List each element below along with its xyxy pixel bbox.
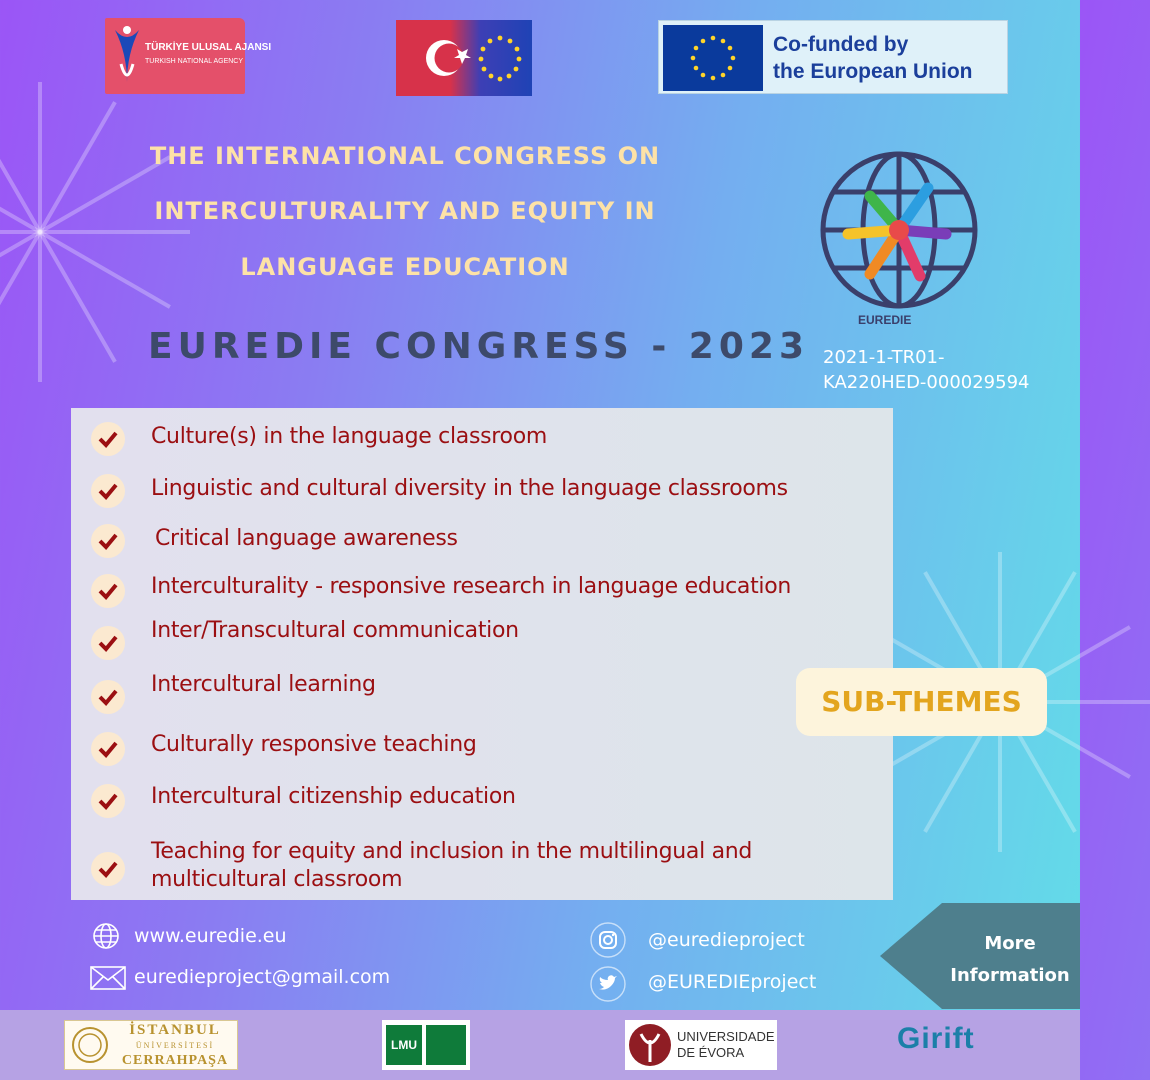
cofunded-line2: the European Union <box>773 60 973 83</box>
project-code-line2: KA220HED-000029594 <box>823 372 1030 393</box>
check-icon <box>91 524 125 558</box>
eu-flag <box>663 25 763 91</box>
list-item-text: Teaching for equity and inclusion in the multilingual and <box>151 839 753 864</box>
instagram-link[interactable]: @euredieproject <box>648 929 805 951</box>
project-code-line1: 2021-1-TR01- <box>823 347 945 368</box>
check-icon <box>91 422 125 456</box>
twitter-icon <box>590 966 626 1002</box>
list-item-text: Intercultural learning <box>151 672 376 697</box>
more-line2: Information <box>950 965 1070 986</box>
turkey-eu-flag <box>396 20 532 96</box>
check-icon <box>91 852 125 886</box>
check-icon <box>91 784 125 818</box>
agency-name-english: TURKISH NATIONAL AGENCY <box>145 58 244 65</box>
evora-emblem-icon <box>627 1022 673 1068</box>
turkish-national-agency-logo <box>105 18 272 94</box>
list-item-text: Interculturality - responsive research in language education <box>151 574 792 599</box>
title-line2: INTERCULTURALITY AND EQUITY IN <box>154 197 656 225</box>
evora-line1: UNIVERSIDADE <box>677 1029 775 1044</box>
check-icon <box>91 474 125 508</box>
list-item-text: Culture(s) in the language classroom <box>151 424 547 449</box>
list-item-text: Inter/Transcultural communication <box>151 618 519 643</box>
email-link[interactable]: euredieproject@gmail.com <box>134 966 391 988</box>
cofunded-line1: Co-funded by <box>773 33 909 56</box>
congress-name: EUREDIE CONGRESS - 2023 <box>148 326 809 367</box>
globe-icon <box>92 922 120 950</box>
istanbul-line2: ÜNİVERSİTESİ <box>135 1041 215 1050</box>
list-item-text: Linguistic and cultural diversity in the language classrooms <box>151 476 788 501</box>
cofunded-text <box>773 31 973 85</box>
more-line1: More <box>984 933 1036 954</box>
istanbul-cerrahpasa-logo <box>64 1020 238 1070</box>
istanbul-line1: İSTANBUL <box>129 1022 221 1038</box>
evora-line2: DE ÉVORA <box>677 1045 745 1060</box>
girift-name: Girift <box>897 1022 975 1055</box>
title-line3: LANGUAGE EDUCATION <box>240 253 570 281</box>
cofunded-eu-logo <box>658 20 1008 94</box>
website-link[interactable]: www.euredie.eu <box>134 925 287 947</box>
check-icon <box>91 680 125 714</box>
check-icon <box>91 574 125 608</box>
more-information-label[interactable] <box>945 928 1075 992</box>
twitter-link[interactable]: @EUREDIEproject <box>648 971 817 993</box>
check-icon <box>91 732 125 766</box>
list-item-text: Intercultural citizenship education <box>151 784 516 809</box>
project-code <box>823 345 1063 395</box>
email-icon <box>90 966 126 990</box>
university-seal-icon <box>71 1026 109 1064</box>
sub-themes-panel <box>71 408 893 900</box>
agency-emblem-icon <box>111 24 143 88</box>
universidade-evora-logo <box>625 1020 777 1070</box>
sub-themes-badge: SUB-THEMES <box>796 668 1047 736</box>
lmu-mark: LMU <box>386 1025 422 1065</box>
girift-logo <box>897 1022 1007 1068</box>
list-item-text: Critical language awareness <box>155 526 458 551</box>
list-item-text: Culturally responsive teaching <box>151 732 477 757</box>
instagram-icon <box>590 922 626 958</box>
lmu-logo <box>382 1020 470 1070</box>
euredie-logo-label: EUREDIE <box>858 313 912 327</box>
agency-name: TÜRKİYE ULUSAL AJANSI <box>145 42 272 53</box>
istanbul-line3: CERRAHPAŞA <box>121 1053 229 1068</box>
title-line1: THE INTERNATIONAL CONGRESS ON <box>149 142 661 170</box>
flag-icon <box>396 20 532 96</box>
list-item-text: multicultural classroom <box>151 867 403 892</box>
check-icon <box>91 626 125 660</box>
eu-stars-icon <box>663 25 763 91</box>
euredie-globe-logo-icon <box>808 148 990 338</box>
